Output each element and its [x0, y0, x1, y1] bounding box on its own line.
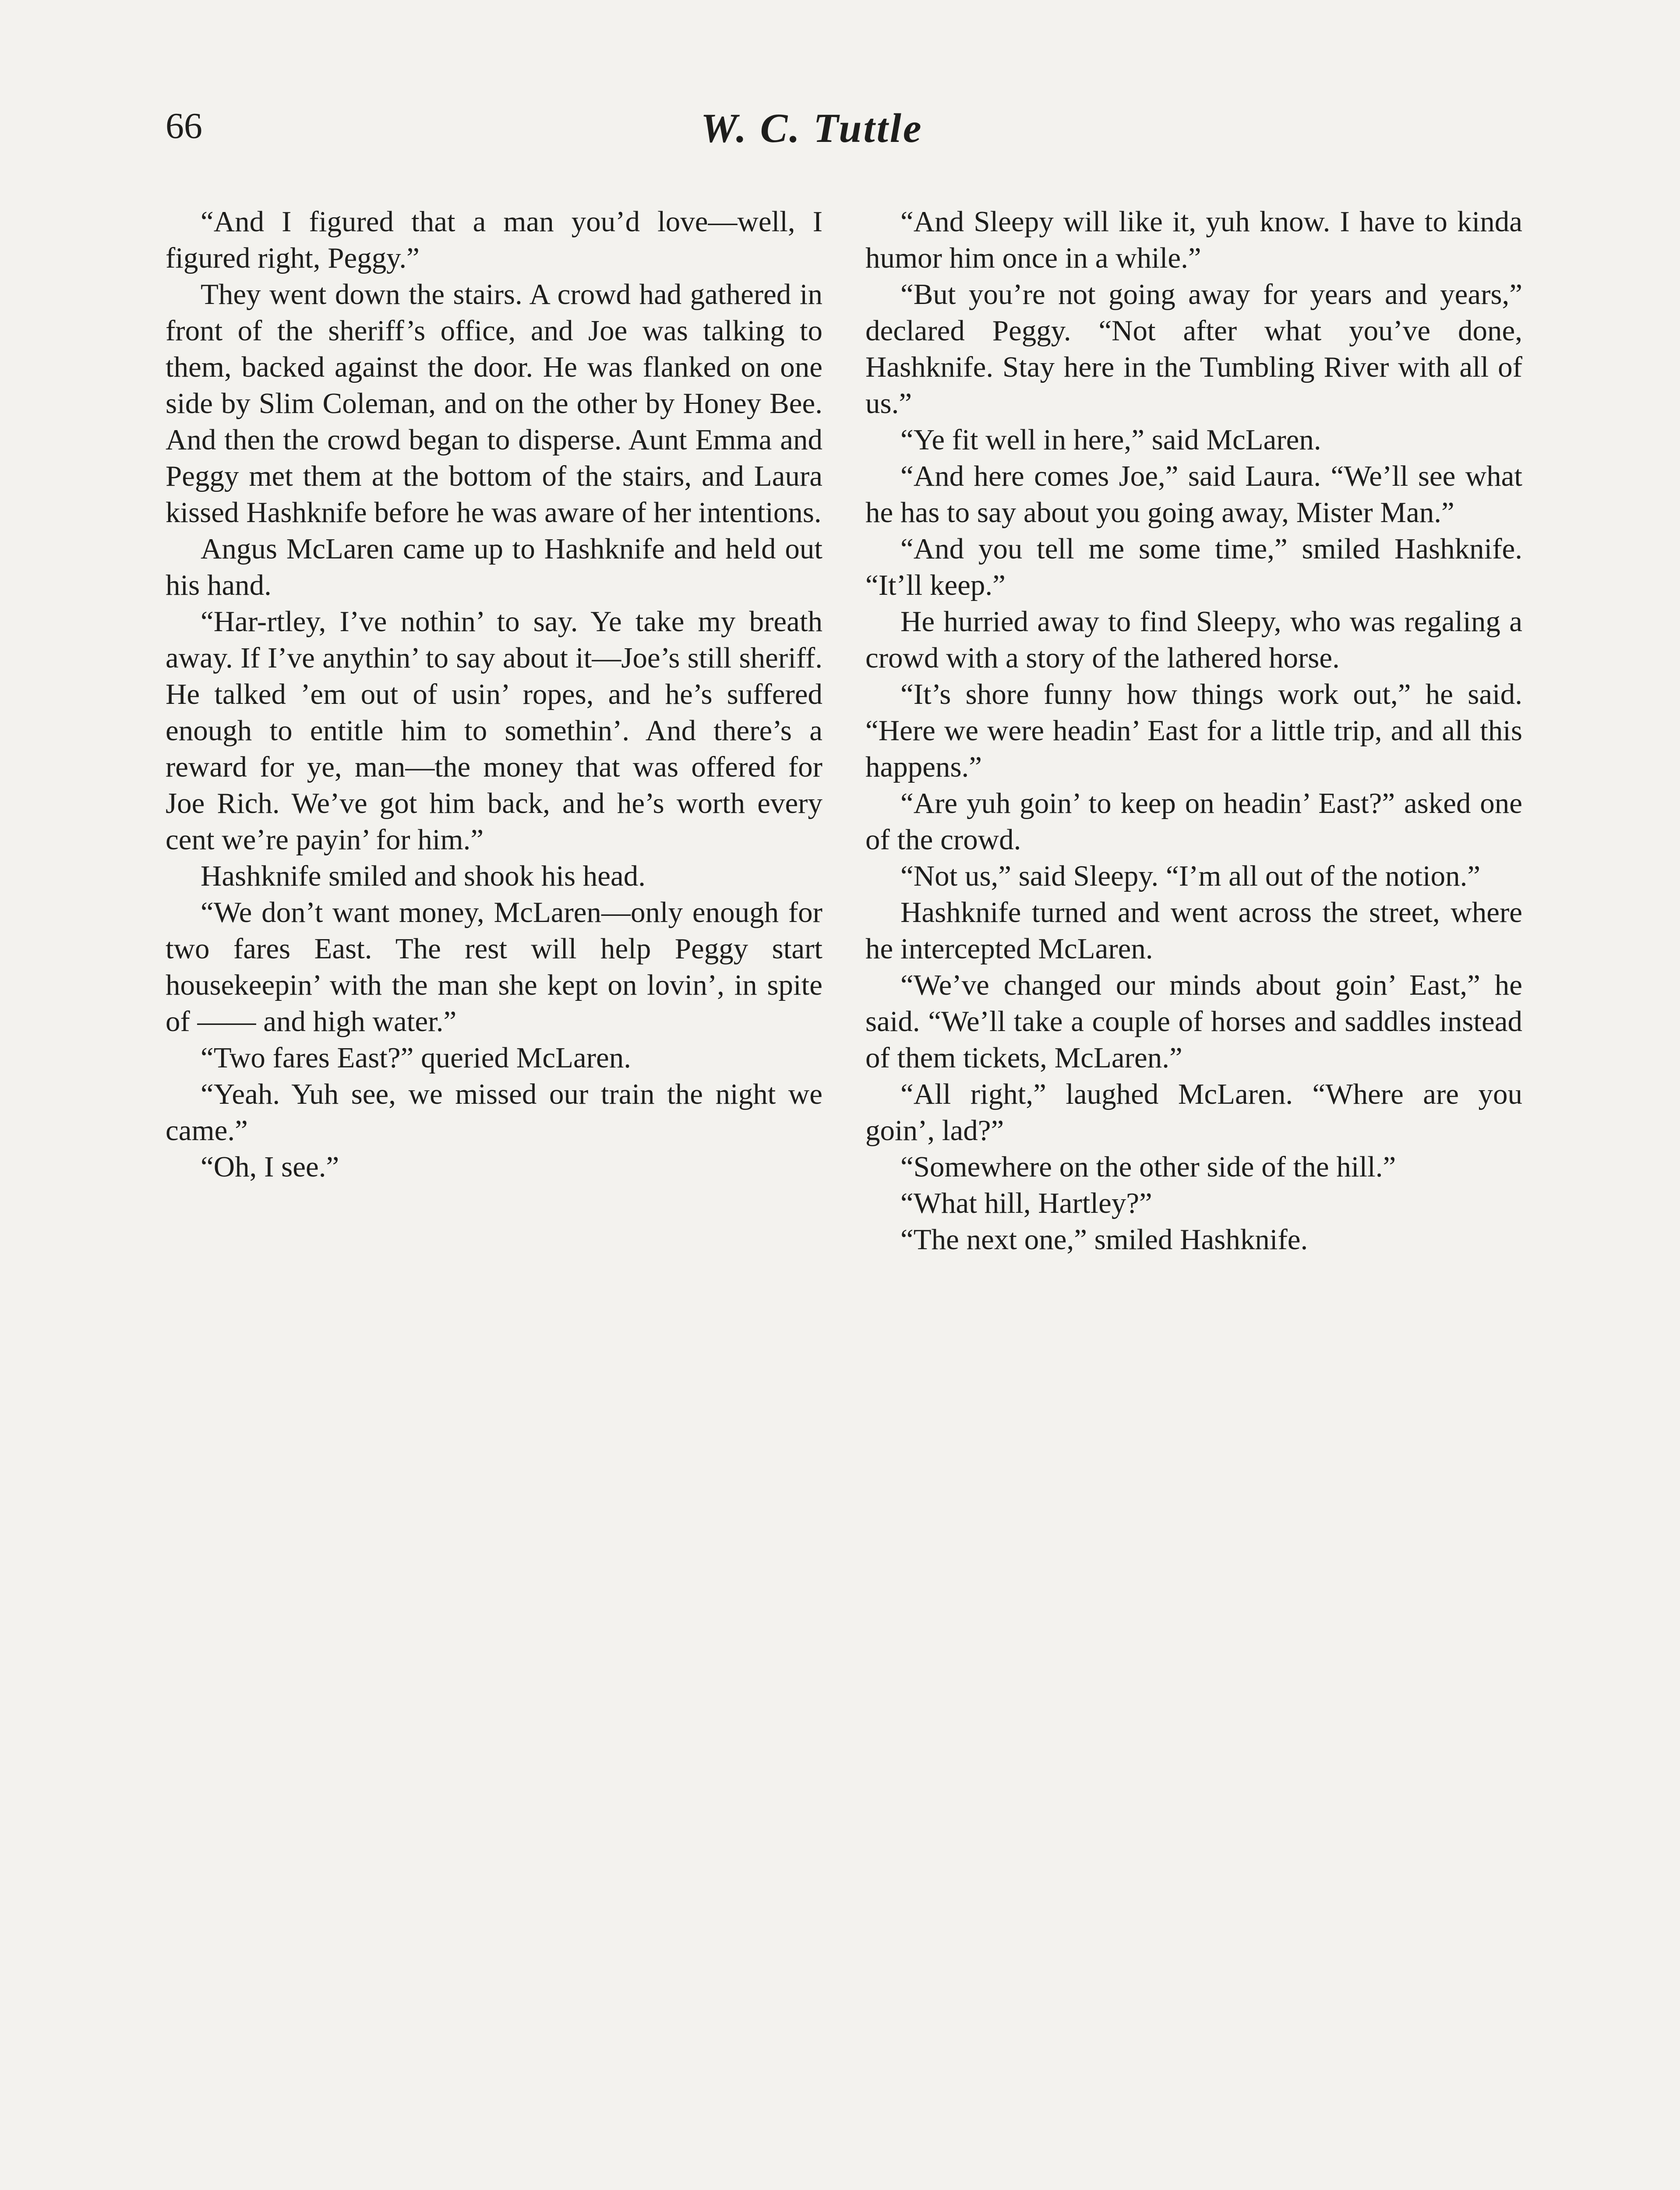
right-column [865, 204, 1522, 1258]
left-column [166, 204, 822, 1185]
paragraph: “Not us,” said Sleepy. “I’m all out of the notion.” [900, 860, 1481, 892]
paragraph: “What hill, Hartley?” [900, 1187, 1152, 1219]
paragraph: “Somewhere on the other side of the hill.” [900, 1151, 1396, 1183]
paragraph: He hurried away to find Sleepy, who was regaling a crowd with a story of the lathered horse. [865, 605, 1522, 674]
paragraph: “It’s shore funny how things work out,” he said. “Here we were headin’ East for a little trip, and all this happens.” [865, 678, 1522, 783]
paragraph: “Yeah. Yuh see, we missed our train the night we came.” [166, 1078, 822, 1147]
paragraph: “And you tell me some time,” smiled Hashknife. “It’ll keep.” [865, 533, 1522, 601]
paragraph: “Are yuh goin’ to keep on headin’ East?” asked one of the crowd. [865, 787, 1522, 856]
paragraph: “We’ve changed our minds about goin’ East,” he said. “We’ll take a couple of horses and saddles instead of them tickets, McLaren.” [865, 969, 1522, 1074]
paragraph: Hashknife smiled and shook his head. [201, 860, 646, 892]
paragraph: “Har-rtley, I’ve nothin’ to say. Ye take my breath away. If I’ve anythin’ to say about it—Joe’s still sheriff. He talked ’em out of usin’ ropes, and he’s suffered enough to entitle him to somethin’. And there’s a reward for ye, man—the money that was offered for Joe Rich. We’ve got him back, and he’s worth every cent we’re payin’ for him.” [166, 605, 822, 856]
page-number: 66 [166, 106, 202, 146]
paragraph: They went down the stairs. A crowd had gathered in front of the sheriff’s office, and Joe was talking to them, backed against the door. He was flanked on one side by Slim Coleman, and on the other by Honey Bee. And then the crowd began to disperse. Aunt Emma and Peggy met them at the bottom of the stairs, and Laura kissed Hashknife before he was aware of her intentions. [166, 278, 822, 529]
paragraph: “We don’t want money, McLaren—only enough for two fares East. The rest will help Peggy start housekeepin’ with the man she kept on lovin’, in spite of —— and high water.” [166, 896, 822, 1038]
paragraph: “And Sleepy will like it, yuh know. I have to kinda humor him once in a while.” [865, 205, 1522, 274]
paragraph: Angus McLaren came up to Hashknife and held out his hand. [166, 533, 822, 601]
paragraph: “Oh, I see.” [201, 1151, 339, 1183]
paragraph: “Ye fit well in here,” said McLaren. [900, 424, 1321, 456]
paragraph: “All right,” laughed McLaren. “Where are you goin’, lad?” [865, 1078, 1522, 1147]
running-head-author: W. C. Tuttle [701, 106, 923, 151]
paragraph: “And I figured that a man you’d love—well, I figured right, Peggy.” [166, 205, 822, 274]
paragraph: “And here comes Joe,” said Laura. “We’ll see what he has to say about you going away, Mister Man.” [865, 460, 1522, 529]
paragraph: “Two fares East?” queried McLaren. [201, 1042, 632, 1074]
paragraph: “But you’re not going away for years and years,” declared Peggy. “Not after what you’ve done, Hashknife. Stay here in the Tumbling River with all of us.” [865, 278, 1522, 420]
paragraph: Hashknife turned and went across the street, where he intercepted McLaren. [865, 896, 1522, 965]
paragraph: “The next one,” smiled Hashknife. [900, 1223, 1308, 1256]
